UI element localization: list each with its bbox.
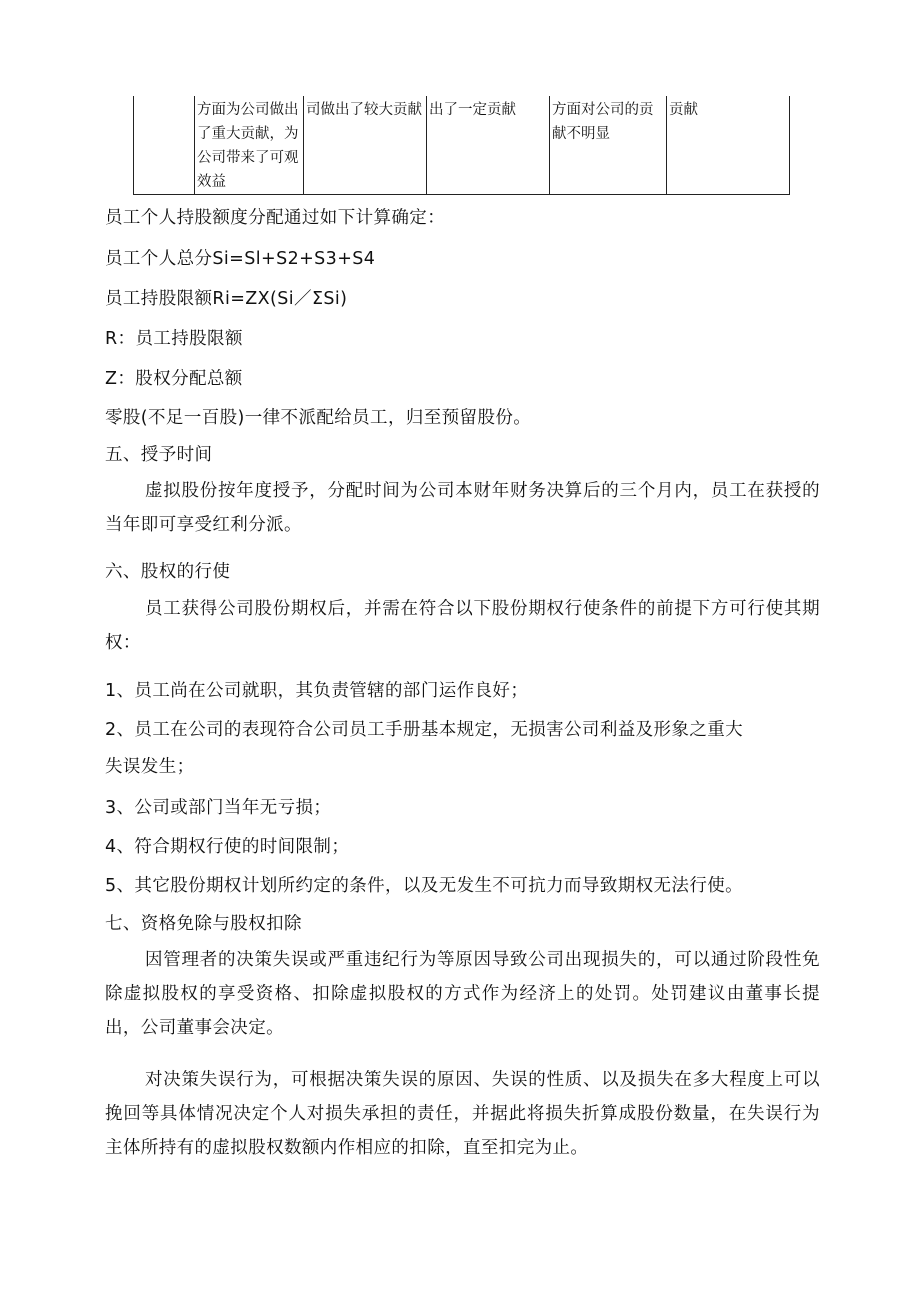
table-cell-none: 贡献: [667, 96, 790, 195]
condition-item-4: 4、符合期权行使的时间限制；: [105, 837, 350, 857]
deduction-paragraph: 对决策失误行为，可根据决策失误的原因、失误的性质、以及损失在多大程度上可以挽回等具体情况决定个人对损失承担的责任，并据此将损失折算成股份数量，在失误行为主体所持有的虚拟股权数额内作相应的扣除，直至扣完为止。: [105, 1070, 820, 1158]
condition-item-2-line-2: 失误发生；: [105, 757, 195, 777]
limit-formula: 员工持股限额Ri=ZX(Si／ΣSi): [105, 289, 348, 309]
evaluation-table-fragment: [133, 96, 790, 195]
table-cell-average: 出了一定贡献: [427, 96, 550, 195]
table-cell-excellent: 方面为公司做出了重大贡献，为公司带来了可观效益: [195, 96, 304, 195]
table-cell-good: 司做出了较大贡献: [304, 96, 427, 195]
r-definition: R：员工持股限额: [105, 329, 243, 349]
penalty-paragraph: 因管理者的决策失误或严重违纪行为等原因导致公司出现损失的，可以通过阶段性免除虚拟股权的享受资格、扣除虚拟股权的方式作为经济上的处罚。处罚建议由董事长提出，公司董事会决定。: [105, 950, 820, 1038]
table-row: [134, 96, 790, 195]
total-score-formula: 员工个人总分Si=Sl+S2+S3+S4: [105, 249, 376, 269]
section-6-heading: 六、股权的行使: [105, 562, 231, 582]
condition-item-1: 1、员工尚在公司就职，其负责管辖的部门运作良好；: [105, 681, 529, 701]
condition-item-3: 3、公司或部门当年无亏损；: [105, 798, 332, 818]
table-cell-poor: 方面对公司的贡献不明显: [550, 96, 667, 195]
section-5-heading: 五、授予时间: [105, 445, 213, 465]
calc-intro-text: 员工个人持股额度分配通过如下计算确定：: [105, 208, 446, 228]
z-definition: Z：股权分配总额: [105, 369, 243, 389]
condition-item-5: 5、其它股份期权计划所约定的条件，以及无发生不可抗力而导致期权无法行使。: [105, 876, 744, 896]
table-cell-label: [134, 96, 195, 195]
exercise-intro-paragraph: 员工获得公司股份期权后，并需在符合以下股份期权行使条件的前提下方可行使其期权：: [105, 599, 820, 653]
odd-shares-rule: 零股(不足一百股)一律不派配给员工，归至预留股份。: [105, 408, 532, 428]
grant-time-paragraph: 虚拟股份按年度授予，分配时间为公司本财年财务决算后的三个月内，员工在获授的当年即可享受红利分派。: [105, 481, 820, 535]
condition-item-2-line-1: 2、员工在公司的表现符合公司员工手册基本规定，无损害公司利益及形象之重大: [105, 720, 744, 740]
section-7-heading: 七、资格免除与股权扣除: [105, 914, 302, 934]
